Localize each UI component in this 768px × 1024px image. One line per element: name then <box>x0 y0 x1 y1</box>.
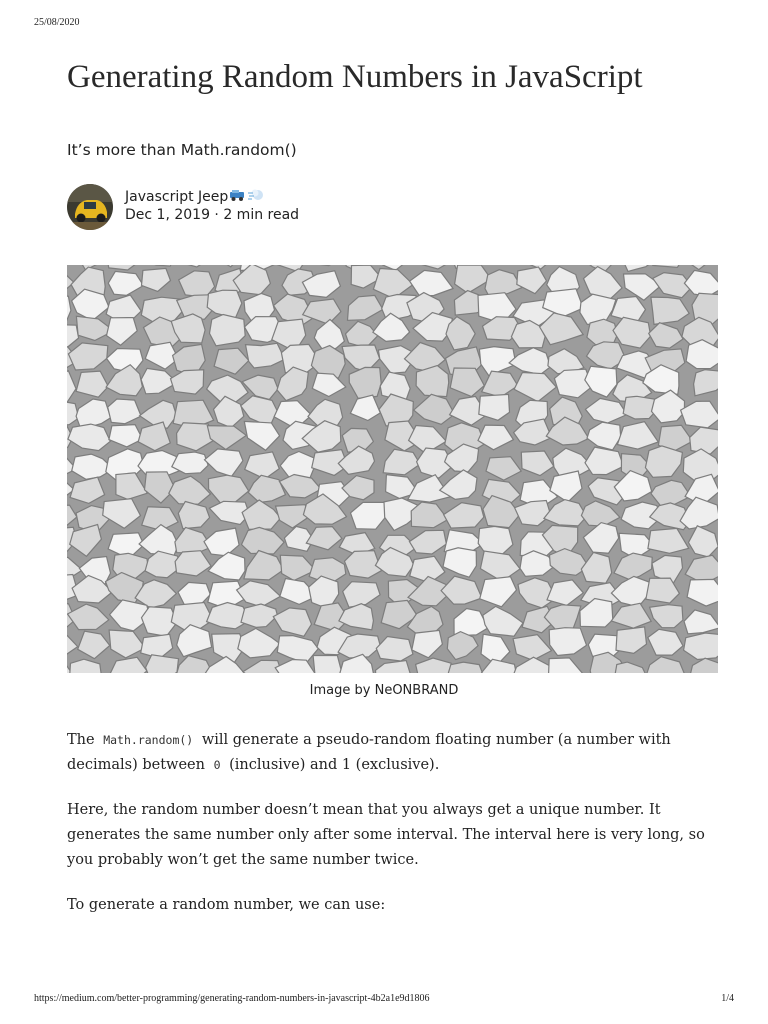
jeep-icon <box>229 189 246 206</box>
article-title: Generating Random Numbers in JavaScript <box>67 59 643 95</box>
author-name-line <box>125 188 265 206</box>
post-meta: Dec 1, 2019 · 2 min read <box>125 207 300 223</box>
inline-code-zero: 0 <box>213 758 221 772</box>
print-date: 25/08/2020 <box>34 17 80 28</box>
source-url: https://medium.com/better-programming/generating-random-numbers-in-javascript-4b2a1e9d1806 <box>34 993 430 1004</box>
author-name[interactable]: Javascript Jeep <box>125 189 229 205</box>
paragraph-2: Here, the random number doesn’t mean that you always get a unique number. It generates the same number only after some interval. The interval here is very long, so you probably won’t get the same number twice. <box>67 802 705 868</box>
image-caption: Image by NeONBRAND <box>309 683 459 698</box>
article-subtitle: It’s more than Math.random() <box>67 141 297 159</box>
hero-image-rock-wall <box>67 265 718 673</box>
page-number: 1/4 <box>721 993 734 1004</box>
inline-code-math-random: Math.random() <box>103 733 194 747</box>
dash-icon <box>247 188 265 206</box>
paragraph-1-text-b: will generate a pseudo-random floating number (a number with decimals) between <box>67 732 671 773</box>
paragraph-3: To generate a random number, we can use: <box>67 897 386 913</box>
author-byline <box>67 184 467 230</box>
author-avatar[interactable] <box>67 184 113 230</box>
paragraph-1-text-c: (inclusive) and 1 (exclusive). <box>229 757 440 773</box>
paragraph-1-text-a: The <box>67 732 95 748</box>
paragraph-1 <box>67 728 707 778</box>
